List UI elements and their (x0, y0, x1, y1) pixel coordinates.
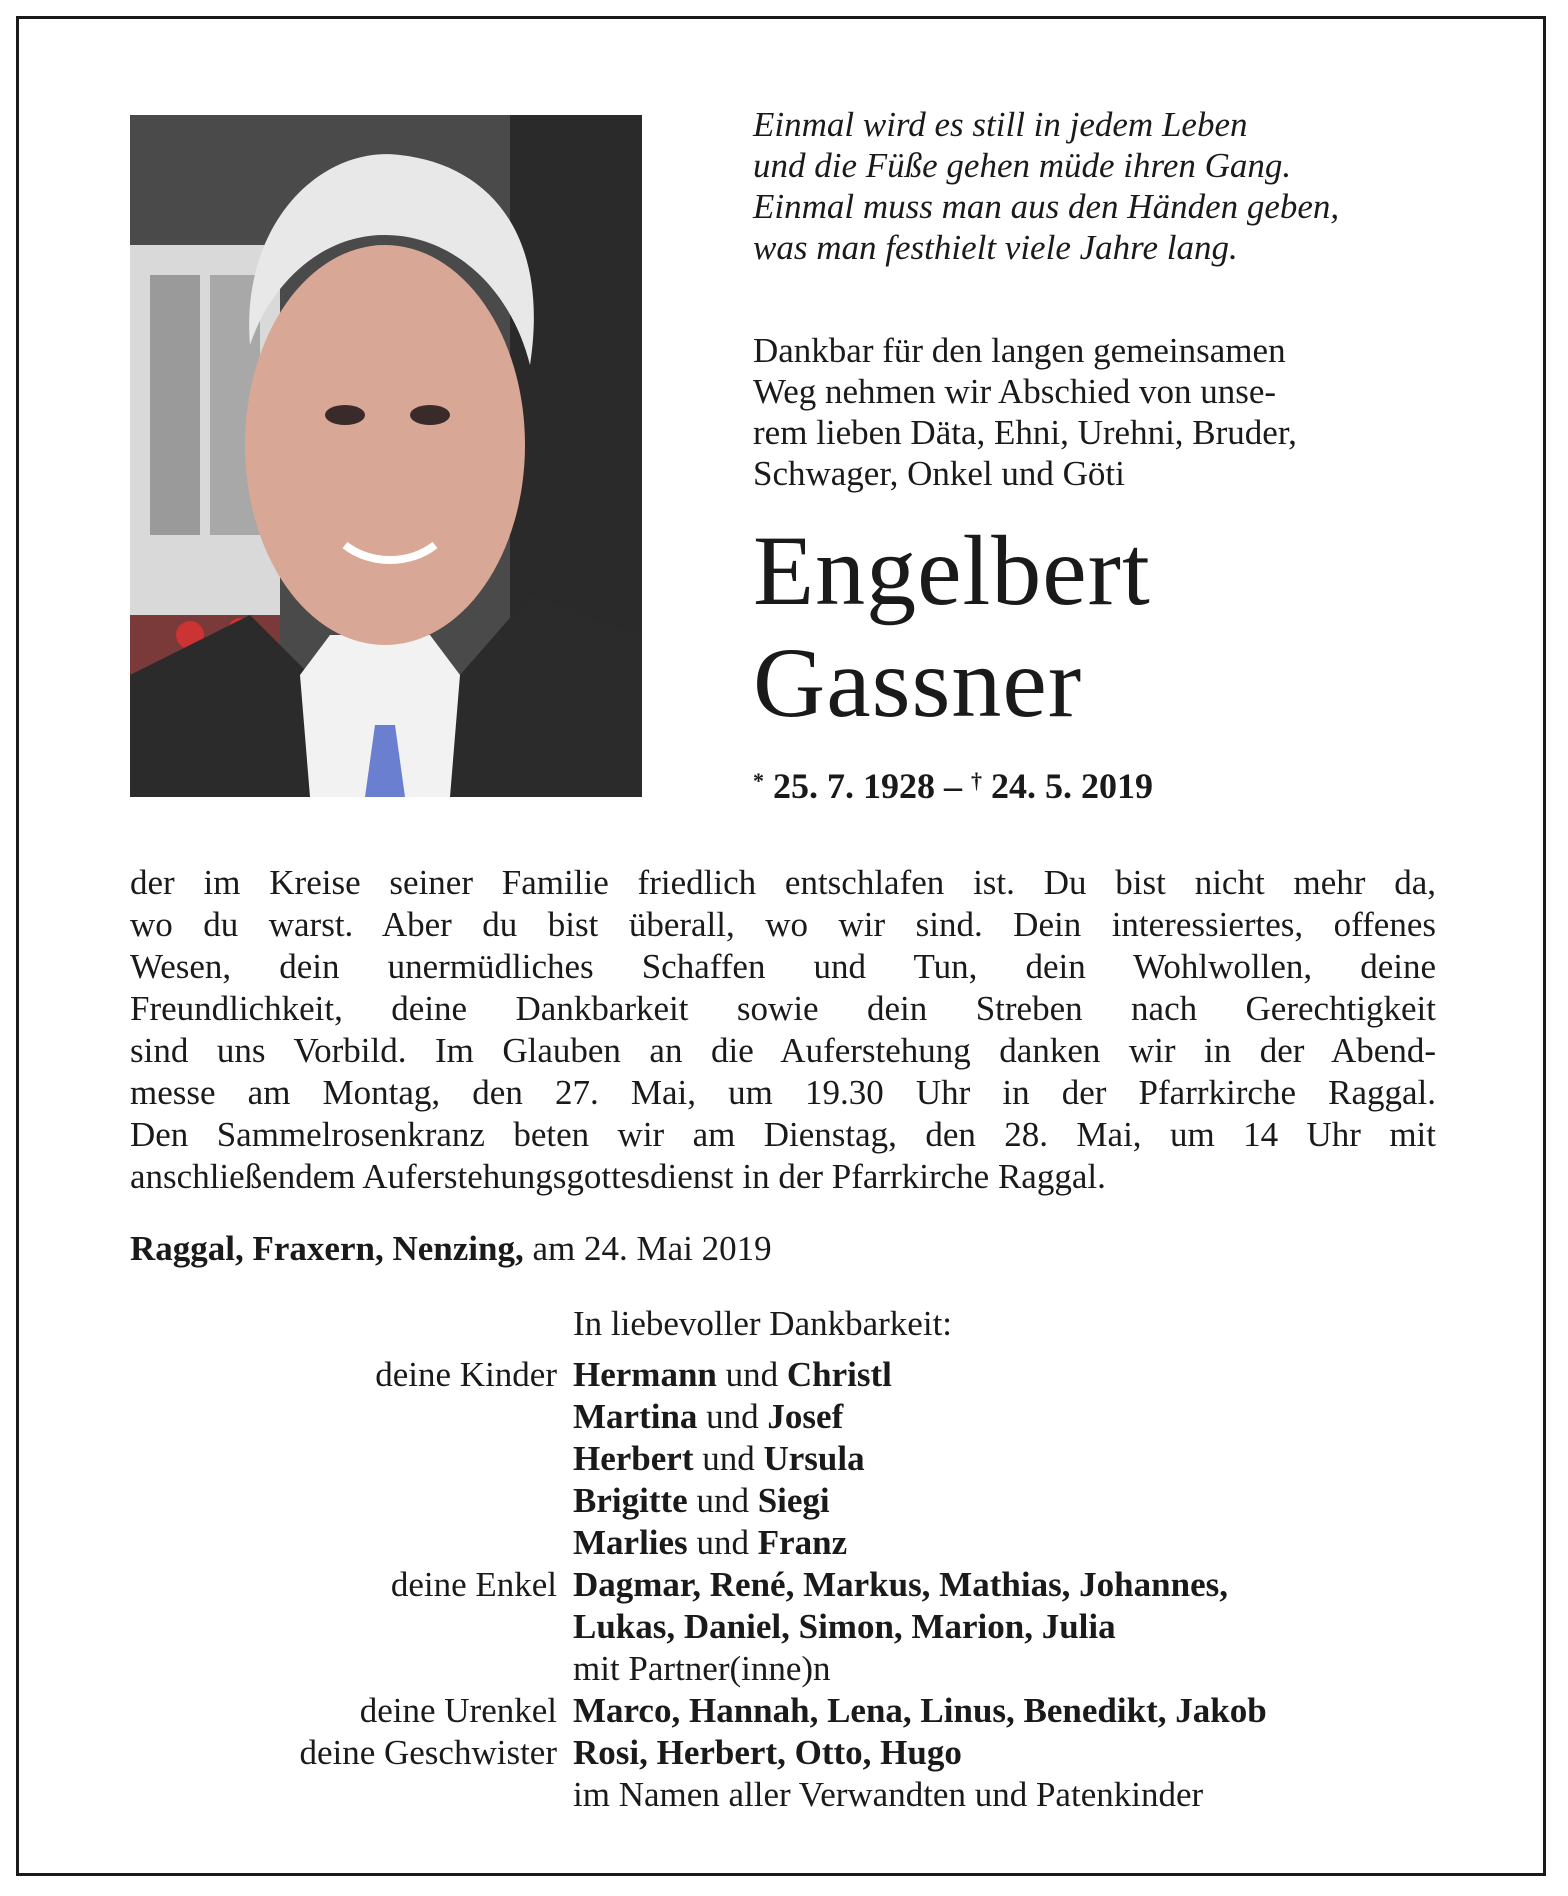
main-text (130, 862, 1436, 1198)
main-text-line: wo du warst. Aber du bist überall, wo wir sind. Dein interessiertes, offenes (130, 905, 1436, 944)
intro-line: rem lieben Däta, Ehni, Urehni, Bruder, (753, 413, 1297, 452)
names-note: mit Partner(inne)n (573, 1649, 831, 1688)
last-name: Gassner (753, 627, 1083, 738)
birth-date: 25. 7. 1928 – (764, 766, 971, 806)
names: Hermann und Christl (573, 1355, 892, 1394)
family-row (150, 1522, 1450, 1564)
names: Rosi, Herbert, Otto, Hugo (573, 1733, 962, 1772)
main-text-line: der im Kreise seiner Familie friedlich entschlafen ist. Du bist nicht mehr da, (130, 863, 1436, 902)
intro-line: Dankbar für den langen gemeinsamen (753, 331, 1286, 370)
main-text-line: Den Sammelrosenkranz beten wir am Dienstag, den 28. Mai, um 14 Uhr mit (130, 1115, 1436, 1154)
main-text-line: sind uns Vorbild. Im Glauben an die Auferstehung danken wir in der Abend- (130, 1031, 1436, 1070)
names: Martina und Josef (573, 1397, 844, 1436)
death-symbol: † (971, 768, 982, 793)
family-row (150, 1606, 1450, 1648)
family-row (150, 1690, 1450, 1732)
names: Lukas, Daniel, Simon, Marion, Julia (573, 1607, 1116, 1646)
intro-line: Weg nehmen wir Abschied von unse- (753, 372, 1277, 411)
family-row (150, 1774, 1450, 1816)
main-text-line: anschließendem Auferstehungsgottesdienst in der Pfarrkirche Raggal. (130, 1157, 1106, 1196)
death-date: 24. 5. 2019 (982, 766, 1153, 806)
main-text-line: messe am Montag, den 27. Mai, um 19.30 Uhr in der Pfarrkirche Raggal. (130, 1073, 1436, 1112)
family-row (150, 1564, 1450, 1606)
deceased-name (753, 515, 1453, 739)
poem-line: und die Füße gehen müde ihren Gang. (753, 146, 1292, 185)
family-row (150, 1438, 1450, 1480)
names: Brigitte und Siegi (573, 1481, 830, 1520)
poem-line: Einmal muss man aus den Händen geben, (753, 187, 1340, 226)
poem-line: Einmal wird es still in jedem Leben (753, 105, 1248, 144)
portrait-photo (130, 115, 642, 797)
notice-date: am 24. Mai 2019 (523, 1229, 772, 1268)
names: Marco, Hannah, Lena, Linus, Benedikt, Jakob (573, 1691, 1267, 1730)
role-label: deine Enkel (390, 1565, 557, 1604)
role-label: deine Geschwister (299, 1733, 557, 1772)
family-row (150, 1354, 1450, 1396)
portrait-illustration (130, 115, 642, 797)
role-label: deine Kinder (375, 1355, 557, 1394)
closing-line: im Namen aller Verwandten und Patenkinder (573, 1775, 1204, 1814)
poem-line: was man festhielt viele Jahre lang. (753, 228, 1238, 267)
role-label: deine Urenkel (359, 1691, 557, 1730)
main-text-line: Wesen, dein unermüdliches Schaffen und Tun, dein Wohlwollen, deine (130, 947, 1436, 986)
intro-line: Schwager, Onkel und Göti (753, 454, 1125, 493)
family-list (150, 1354, 1450, 1816)
place-date (130, 1228, 772, 1270)
main-text-line: Freundlichkeit, deine Dankbarkeit sowie dein Streben nach Gerechtigkeit (130, 989, 1436, 1028)
towns: Raggal, Fraxern, Nenzing, (130, 1229, 524, 1268)
family-row (150, 1732, 1450, 1774)
names: Dagmar, René, Markus, Mathias, Johannes, (573, 1565, 1228, 1604)
names: Marlies und Franz (573, 1523, 848, 1562)
names: Herbert und Ursula (573, 1439, 865, 1478)
poem (753, 104, 1453, 268)
family-row (150, 1480, 1450, 1522)
thanks-heading: In liebevoller Dankbarkeit: (573, 1304, 953, 1343)
family-row (150, 1648, 1450, 1690)
family-row (150, 1396, 1450, 1438)
intro-text (753, 330, 1436, 494)
birth-symbol: * (753, 768, 764, 793)
life-dates (753, 760, 1153, 807)
first-name: Engelbert (753, 515, 1151, 626)
